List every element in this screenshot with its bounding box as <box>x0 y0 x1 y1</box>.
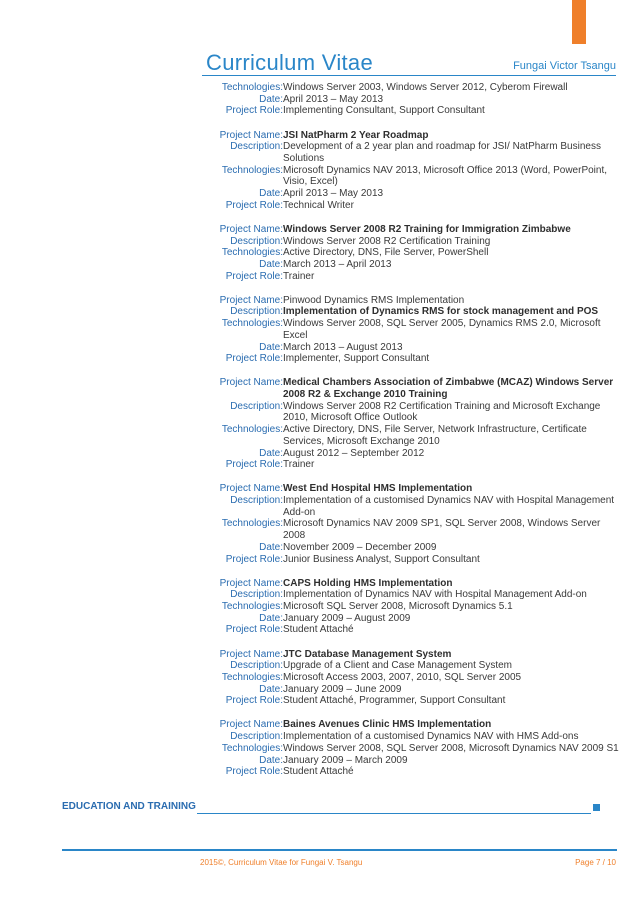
project-entry <box>200 82 620 117</box>
project-field <box>200 542 620 554</box>
field-label: Description: <box>230 400 283 412</box>
project-field <box>200 306 620 318</box>
field-value: Student Attaché <box>283 624 354 636</box>
field-label: Date: <box>259 447 283 459</box>
project-entry <box>200 224 620 283</box>
project-field <box>200 755 620 767</box>
field-label: Description: <box>230 731 283 743</box>
footer-divider <box>62 849 617 851</box>
field-label: Description: <box>230 589 283 601</box>
orange-accent-bar <box>572 0 586 44</box>
field-label: Technologies: <box>221 671 283 683</box>
field-value: Implementation of Dynamics RMS for stock management and POS <box>283 306 599 318</box>
field-label: Technologies: <box>221 318 283 330</box>
field-label: Project Role: <box>225 105 283 117</box>
field-label: Date: <box>259 188 283 200</box>
project-field <box>200 318 620 341</box>
project-field <box>200 141 620 164</box>
field-value: Implementer, Support Consultant <box>283 353 430 365</box>
field-label: Technologies: <box>221 82 283 93</box>
field-label: Date: <box>259 258 283 270</box>
project-entry <box>200 130 620 212</box>
field-value: Implementation of a customised Dynamics NAV with Hospital Management Add-on <box>283 495 615 518</box>
field-label: Description: <box>230 660 283 672</box>
field-label: Technologies: <box>221 424 283 436</box>
field-label: Project Role: <box>225 695 283 707</box>
field-value: Implementation of Dynamics NAV with Hospital Management Add-on <box>283 589 587 601</box>
field-value: November 2009 – December 2009 <box>283 541 437 553</box>
project-field <box>200 483 620 495</box>
field-value: Windows Server 2008 R2 Certification Training <box>283 235 491 247</box>
project-field <box>200 672 620 684</box>
field-value: Junior Business Analyst, Support Consultant <box>283 553 480 565</box>
field-label: Project Role: <box>225 459 283 471</box>
field-value: Technical Writer <box>283 199 354 211</box>
field-label: Date: <box>259 683 283 695</box>
project-field <box>200 448 620 460</box>
project-field <box>200 695 620 707</box>
project-field <box>200 589 620 601</box>
project-field <box>200 660 620 672</box>
project-field <box>200 82 620 94</box>
project-field <box>200 295 620 307</box>
field-value: Trainer <box>283 270 315 282</box>
project-field <box>200 424 620 447</box>
project-field <box>200 578 620 590</box>
field-label: Technologies: <box>221 518 283 530</box>
project-entry <box>200 295 620 365</box>
field-label: Project Name: <box>219 223 283 235</box>
project-field <box>200 649 620 661</box>
field-value: Windows Server 2003, Windows Server 2012, Cyberom Firewall <box>283 82 568 93</box>
field-value: Microsoft SQL Server 2008, Microsoft Dynamics 5.1 <box>283 601 513 613</box>
field-value: Windows Server 2008 R2 Certification Training and Microsoft Exchange 2010, Microsoft Office Outlook <box>283 400 601 424</box>
field-value: Active Directory, DNS, File Server, PowerShell <box>283 247 489 259</box>
field-label: Description: <box>230 495 283 507</box>
project-entry <box>200 578 620 637</box>
field-label: Technologies: <box>221 164 283 176</box>
project-field <box>200 401 620 424</box>
project-field <box>200 188 620 200</box>
field-value: Implementation of a customised Dynamics NAV with HMS Add-ons <box>283 731 579 743</box>
field-label: Date: <box>259 754 283 766</box>
project-field <box>200 554 620 566</box>
project-field <box>200 165 620 188</box>
field-value: March 2013 – August 2013 <box>283 341 403 353</box>
field-label: Date: <box>259 541 283 553</box>
field-label: Date: <box>259 341 283 353</box>
field-value: Student Attaché <box>283 766 354 778</box>
project-field <box>200 342 620 354</box>
field-value: March 2013 – April 2013 <box>283 258 392 270</box>
field-label: Project Name: <box>219 129 283 141</box>
field-value: Microsoft Dynamics NAV 2013, Microsoft Office 2013 (Word, PowerPoint, Visio, Excel) <box>283 164 608 188</box>
project-field <box>200 94 620 106</box>
project-field <box>200 236 620 248</box>
project-field <box>200 377 620 400</box>
project-field <box>200 130 620 142</box>
project-field <box>200 684 620 696</box>
project-entry <box>200 483 620 565</box>
project-field <box>200 518 620 541</box>
field-label: Description: <box>230 235 283 247</box>
project-field <box>200 271 620 283</box>
field-value: Microsoft Access 2003, 2007, 2010, SQL Server 2005 <box>283 671 522 683</box>
project-field <box>200 731 620 743</box>
field-value: Medical Chambers Association of Zimbabwe (MCAZ) Windows Server 2008 R2 & Exchange 2010 Training <box>283 377 614 401</box>
project-field <box>200 743 620 755</box>
field-label: Project Name: <box>219 648 283 660</box>
author-name: Fungai Victor Tsangu <box>513 60 616 72</box>
field-label: Project Name: <box>219 377 283 389</box>
project-field <box>200 247 620 259</box>
field-value: JSI NatPharm 2 Year Roadmap <box>283 129 429 141</box>
project-field <box>200 613 620 625</box>
project-entry <box>200 649 620 708</box>
section-heading-education: EDUCATION AND TRAINING <box>62 801 196 812</box>
project-field <box>200 459 620 471</box>
field-value: JTC Database Management System <box>283 648 452 660</box>
field-value: January 2009 – June 2009 <box>283 683 402 695</box>
field-label: Project Role: <box>225 353 283 365</box>
project-field <box>200 624 620 636</box>
field-label: Project Role: <box>225 199 283 211</box>
project-field <box>200 224 620 236</box>
field-label: Project Name: <box>219 294 283 306</box>
project-field <box>200 259 620 271</box>
field-value: Upgrade of a Client and Case Management System <box>283 660 513 672</box>
page-number: Page 7 / 10 <box>575 858 616 867</box>
project-field <box>200 353 620 365</box>
field-value: August 2012 – September 2012 <box>283 447 425 459</box>
field-label: Technologies: <box>221 247 283 259</box>
project-entry <box>200 377 620 471</box>
field-value: January 2009 – August 2009 <box>283 612 411 624</box>
field-value: CAPS Holding HMS Implementation <box>283 577 453 589</box>
field-value: Windows Server 2008, SQL Server 2005, Dynamics RMS 2.0, Microsoft Excel <box>283 318 601 341</box>
field-value: Windows Server 2008, SQL Server 2008, Microsoft Dynamics NAV 2009 S1 <box>283 742 619 754</box>
title-divider <box>202 75 616 76</box>
project-field <box>200 601 620 613</box>
field-label: Project Role: <box>225 553 283 565</box>
field-label: Technologies: <box>221 742 283 754</box>
field-value: Trainer <box>283 459 315 471</box>
field-label: Technologies: <box>221 601 283 613</box>
field-label: Date: <box>259 93 283 105</box>
field-value: Student Attaché, Programmer, Support Consultant <box>283 695 506 707</box>
field-label: Description: <box>230 306 283 318</box>
field-value: Windows Server 2008 R2 Training for Immigration Zimbabwe <box>283 223 571 235</box>
field-label: Project Role: <box>225 624 283 636</box>
field-value: Active Directory, DNS, File Server, Network Infrastructure, Certificate Services, Microsoft Exchange 2010 <box>283 424 587 447</box>
field-label: Project Role: <box>225 270 283 282</box>
footer-copyright: 2015©, Curriculum Vitae for Fungai V. Tsangu <box>200 858 363 867</box>
page-title: Curriculum Vitae <box>206 50 374 75</box>
field-value: January 2009 – March 2009 <box>283 754 408 766</box>
project-field <box>200 766 620 778</box>
field-label: Project Role: <box>225 766 283 778</box>
project-entry <box>200 719 620 778</box>
project-list <box>200 82 620 790</box>
field-value: Microsoft Dynamics NAV 2009 SP1, SQL Server 2008, Windows Server 2008 <box>283 518 601 542</box>
field-label: Project Name: <box>219 577 283 589</box>
field-value: West End Hospital HMS Implementation <box>283 483 473 495</box>
field-value: Baines Avenues Clinic HMS Implementation <box>283 719 492 731</box>
field-label: Project Name: <box>219 719 283 731</box>
field-value: Implementing Consultant, Support Consultant <box>283 105 485 117</box>
field-value: Pinwood Dynamics RMS Implementation <box>283 294 465 306</box>
field-label: Project Name: <box>219 483 283 495</box>
project-field <box>200 495 620 518</box>
section-marker-icon <box>593 804 600 811</box>
project-field <box>200 719 620 731</box>
field-value: Development of a 2 year plan and roadmap for JSI/ NatPharm Business Solutions <box>283 141 601 164</box>
field-value: April 2013 – May 2013 <box>283 188 384 200</box>
field-value: April 2013 – May 2013 <box>283 93 384 105</box>
field-label: Description: <box>230 141 283 153</box>
project-field <box>200 105 620 117</box>
field-label: Date: <box>259 612 283 624</box>
project-field <box>200 200 620 212</box>
section-divider <box>197 813 591 814</box>
